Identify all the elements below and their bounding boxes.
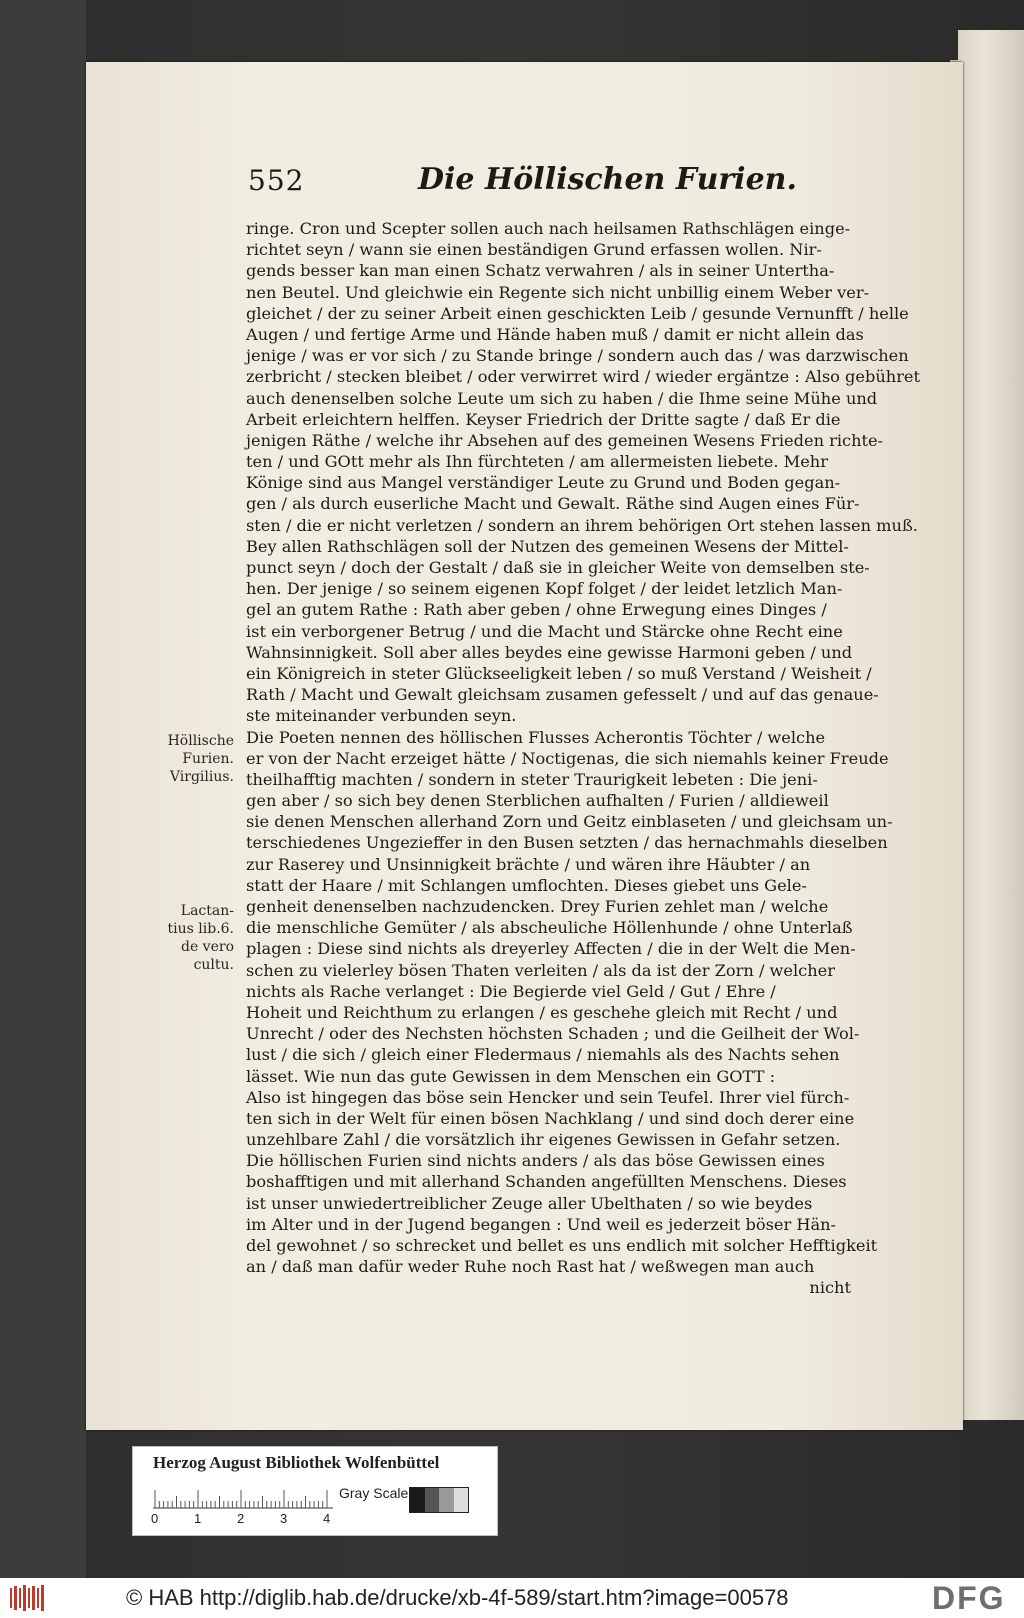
text-line: statt der Haare / mit Schlangen umflochten. Dieses giebet uns Gele- — [246, 875, 807, 895]
text-line: nicht — [809, 1278, 851, 1298]
text-line: Hoheit und Reichthum zu erlangen / es geschehe gleich mit Recht / und — [246, 1002, 838, 1022]
text-line: sten / die er nicht verletzen / sondern an ihrem behörigen Ort stehen lassen muß. — [246, 515, 918, 535]
text-line: Unrecht / oder des Nechsten höchsten Schaden ; und die Geilheit der Wol- — [246, 1024, 860, 1044]
text-line: del gewohnet / so schrecket und bellet es uns endlich mit solcher Hefftigkeit — [246, 1236, 878, 1255]
text-line: nen Beutel. Und gleichwie ein Regente sich nicht unbillig einem Weber ver- — [246, 282, 870, 302]
text-line: zur Raserey und Unsinnigkeit brächte / und wären ihre Häubter / an — [246, 854, 811, 874]
ruler-number: 1 — [194, 1511, 202, 1526]
text-line: hen. Der jenige / so seinem eigenen Kopf folget / der leidet letzlich Man- — [246, 579, 843, 599]
ruler-number: 0 — [151, 1511, 159, 1526]
text-line: ten / und GOtt mehr als Ihn fürchteten / am allermeisten liebete. Mehr — [246, 452, 828, 472]
running-title: Die Höllischen Furien. — [418, 162, 797, 197]
color-scale-card — [132, 1446, 498, 1536]
text-line: jenigen Räthe / welche ihr Absehen auf des gemeinen Wesens Frieden richte- — [246, 430, 884, 450]
text-line: ste miteinander verbunden seyn. — [246, 706, 517, 726]
margin-note-line: Höllische — [167, 733, 234, 749]
library-name: Herzog August Bibliothek Wolfenbüttel — [153, 1453, 440, 1472]
text-line: sie denen Menschen allerhand Zorn und Geitz einblaseten / und gleichsam un- — [246, 812, 893, 832]
text-line: genheit denenselben nachzudencken. Drey Furien zehlet man / welche — [246, 897, 829, 916]
text-line: terschiedenes Ungezieffer in den Busen setzten / das hernachmahls dieselben — [246, 833, 888, 853]
source-url[interactable]: © HAB http://diglib.hab.de/drucke/xb-4f-589/start.htm?image=00578 — [126, 1585, 789, 1610]
gray-scale-swatches — [409, 1487, 469, 1513]
text-line: theilhafftig machten / sondern in steter Traurigkeit lebeten : Die jeni- — [246, 769, 818, 789]
text-line: er von der Nacht erzeiget hätte / Noctigenas, die sich niemahls keiner Freude — [246, 748, 889, 768]
text-line: Also ist hingegen das böse sein Hencker und sein Teufel. Ihrer viel fürch- — [246, 1087, 850, 1107]
margin-note-lactantius — [166, 902, 234, 974]
text-line: plagen : Diese sind nichts als dreyerley Affecten / die in der Welt die Men- — [246, 939, 856, 959]
text-line: punct seyn / doch der Gestalt / daß sie in gleicher Weite von demselben ste- — [246, 558, 870, 577]
text-line: ten sich in der Welt für einen bösen Nachklang / und sind doch derer eine — [246, 1108, 855, 1128]
text-line: Augen / und fertige Arme und Hände haben muß / damit er nicht allein das — [246, 324, 864, 344]
ruler-icon — [153, 1485, 333, 1509]
page-header — [248, 164, 858, 200]
text-line: ein Königreich in steter Glückseeligkeit leben / so muß Verstand / Weisheit / — [246, 663, 872, 683]
text-line: ringe. Cron und Scepter sollen auch nach heilsamen Rathschlägen einge- — [246, 219, 851, 238]
text-line: Bey allen Rathschlägen soll der Nutzen des gemeinen Wesens der Mittel- — [246, 536, 849, 556]
text-line: jenige / was er vor sich / zu Stande bringe / sondern auch das / was darzwischen — [246, 346, 909, 366]
text-line: lust / die sich / gleich einer Fledermaus / niemahls als des Nachts sehen — [246, 1045, 840, 1065]
ruler-number: 2 — [237, 1511, 245, 1526]
margin-note-line: Furien. — [182, 751, 234, 767]
text-line: gen aber / so sich bey denen Sterblichen aufhalten / Furien / alldieweil — [246, 791, 829, 811]
dfg-logo: DFG — [932, 1580, 1006, 1616]
text-line: Rath / Macht und Gewalt gleichsam zusamen gefesselt / und auf das genaue- — [246, 685, 879, 705]
facing-page-strip — [958, 30, 1024, 1420]
text-line: richtet seyn / wann sie einen beständigen Grund erfassen wollen. Nir- — [246, 240, 822, 260]
margin-note-line: Virgilius. — [169, 769, 234, 785]
text-line: Die Poeten nennen des höllischen Flusses Acherontis Töchter / welche — [246, 727, 826, 747]
text-line: an / daß man dafür weder Ruhe noch Rast hat / weßwegen man auch — [246, 1257, 815, 1277]
text-line: unzehlbare Zahl / die vorsätzlich ihr eigenes Gewissen in Gefahr setzen. — [246, 1130, 841, 1150]
text-line: Könige sind aus Mangel verständiger Leute zu Grund und Boden gegan- — [246, 473, 841, 493]
page-number: 552 — [248, 164, 305, 197]
ruler-number: 3 — [280, 1511, 288, 1526]
ruler-number: 4 — [323, 1511, 331, 1526]
barcode-logo-icon — [8, 1582, 48, 1614]
text-line: gen / als durch euserliche Macht und Gewalt. Räthe sind Augen eines Für- — [246, 494, 860, 514]
text-line: lässet. Wie nun das gute Gewissen in dem Menschen ein GOTT : — [246, 1066, 776, 1086]
text-line: schen zu vielerley bösen Thaten verleiten / als da ist der Zorn / welcher — [246, 960, 835, 980]
margin-note-line: Lactan- — [180, 903, 234, 919]
text-line: Arbeit erleichtern helffen. Keyser Friedrich der Dritte sagte / daß Er die — [246, 409, 841, 429]
text-line: ist unser unwiedertreiblicher Zeuge aller Ubelthaten / so wie beydes — [246, 1193, 813, 1213]
text-line: ist ein verborgener Betrug / und die Macht und Stärcke ohne Recht eine — [246, 621, 843, 641]
margin-note-line: tius lib.6. — [167, 921, 234, 937]
text-line: nichts als Rache verlanget : Die Begierde viel Geld / Gut / Ehre / — [246, 981, 776, 1001]
text-line: Wahnsinnigkeit. Soll aber alles beydes eine gewisse Harmoni geben / und — [246, 642, 853, 662]
text-line: auch denenselben solche Leute um sich zu haben / die Ihme seine Mühe und — [246, 388, 878, 408]
gray-scale-label: Gray Scale — [339, 1485, 409, 1501]
text-line: zerbricht / stecken bleibet / oder verwirret wird / wieder ergäntze : Also gebühret — [246, 367, 921, 387]
text-line: im Alter und in der Jugend begangen : Und weil es jederzeit böser Hän- — [246, 1214, 837, 1234]
margin-note-hoellische-furien — [166, 732, 234, 786]
text-line: gel an gutem Rathe : Rath aber geben / ohne Erwegung eines Dinges / — [246, 600, 827, 620]
margin-note-line: cultu. — [193, 957, 234, 973]
text-line: die menschliche Gemüter / als abscheuliche Höllenhunde / ohne Unterlaß — [246, 918, 853, 938]
text-line: gleichet / der zu seiner Arbeit einen geschickten Leib / gesunde Vernunfft / helle — [246, 303, 909, 323]
text-line: gends besser kan man einen Schatz verwahren / als in seiner Untertha- — [246, 261, 835, 281]
text-line: boshafftigen und mit allerhand Schanden angefüllten Menschens. Dieses — [246, 1172, 847, 1192]
scan-left-margin — [0, 0, 86, 1578]
text-line: Die höllischen Furien sind nichts anders / als das böse Gewissen eines — [246, 1151, 825, 1171]
margin-note-line: de vero — [180, 939, 234, 955]
body-text — [246, 218, 921, 1299]
